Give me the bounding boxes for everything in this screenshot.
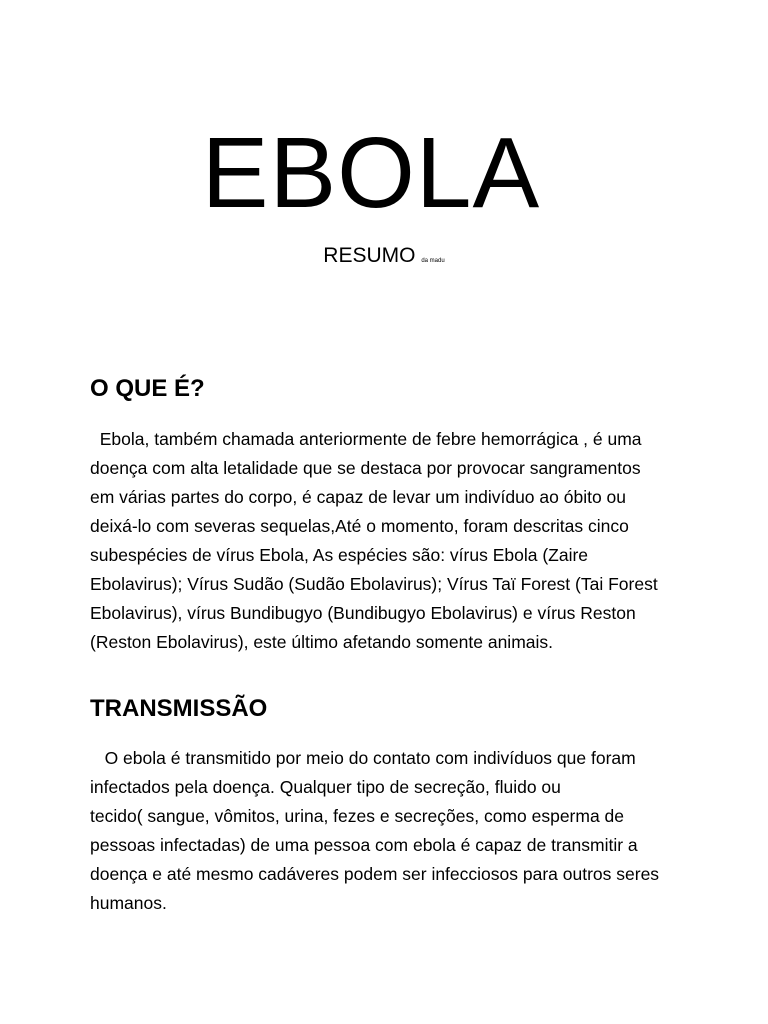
document-subtitle: RESUMO bbox=[323, 244, 416, 267]
section-heading-what-is: O QUE É? bbox=[90, 375, 205, 402]
paragraph-line: Ebola, também chamada anteriormente de febre hemorrágica , é uma bbox=[90, 429, 642, 449]
paragraph-line: em várias partes do corpo, é capaz de levar um indivíduo ao óbito ou bbox=[90, 487, 627, 507]
paragraph-line: tecido( sangue, vômitos, urina, fezes e secreções, como esperma de bbox=[90, 806, 625, 826]
section-heading-transmission: TRANSMISSÃO bbox=[90, 695, 268, 722]
section-paragraph-what-is bbox=[90, 425, 690, 657]
paragraph-line: doença com alta letalidade que se destaca por provocar sangramentos bbox=[90, 458, 641, 478]
paragraph-line: O ebola é transmitido por meio do contato com indivíduos que foram bbox=[90, 748, 636, 768]
paragraph-line: subespécies de vírus Ebola, As espécies são: vírus Ebola (Zaire bbox=[90, 545, 589, 565]
paragraph-line: pessoas infectadas) de uma pessoa com ebola é capaz de transmitir a bbox=[90, 835, 638, 855]
section-paragraph-transmission bbox=[90, 744, 690, 918]
paragraph-line: infectados pela doença. Qualquer tipo de secreção, fluido ou bbox=[90, 777, 561, 797]
paragraph-line: (Reston Ebolavirus), este último afetando somente animais. bbox=[90, 632, 554, 652]
author-note: da madu bbox=[421, 258, 445, 264]
document-title: EBOLA bbox=[201, 117, 541, 229]
paragraph-line: Ebolavirus), vírus Bundibugyo (Bundibugyo Ebolavirus) e vírus Reston bbox=[90, 603, 636, 623]
paragraph-line: humanos. bbox=[90, 893, 167, 913]
paragraph-line: Ebolavirus); Vírus Sudão (Sudão Ebolavirus); Vírus Taï Forest (Tai Forest bbox=[90, 574, 658, 594]
subtitle-row bbox=[0, 242, 768, 275]
paragraph-line: deixá-lo com severas sequelas,Até o momento, foram descritas cinco bbox=[90, 516, 629, 536]
paragraph-line: doença e até mesmo cadáveres podem ser infecciosos para outros seres bbox=[90, 864, 660, 884]
